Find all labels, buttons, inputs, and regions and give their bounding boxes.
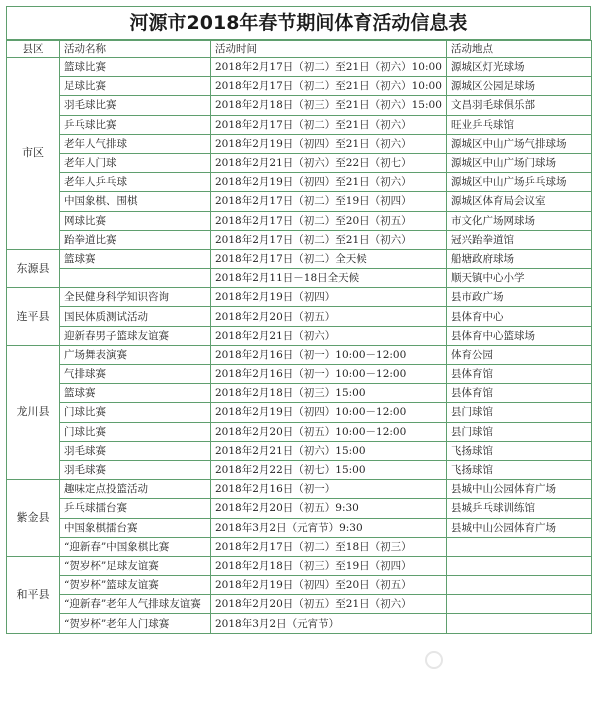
county-cell: 市区 [7, 58, 60, 250]
activity-cell: 跆拳道比赛 [60, 230, 211, 249]
activity-cell: 迎新春男子篮球友谊赛 [60, 326, 211, 345]
header-location: 活动地点 [447, 41, 592, 58]
location-cell: 源城区中山广场乒乓球场 [447, 173, 592, 192]
table-row [7, 403, 592, 422]
header-county: 县区 [7, 41, 60, 58]
location-cell: 源城区灯光球场 [447, 58, 592, 77]
time-cell: 2018年2月16日（初一）10:00－12:00 [211, 345, 447, 364]
table-row [7, 480, 592, 499]
table-row [7, 269, 592, 288]
location-cell [447, 614, 592, 633]
activity-cell: 羽毛球赛 [60, 460, 211, 479]
activity-info-sheet [6, 6, 591, 634]
time-cell: 2018年2月16日（初一） [211, 480, 447, 499]
table-row [7, 58, 592, 77]
watermark [425, 648, 585, 672]
time-cell: 2018年2月19日（初四）10:00－12:00 [211, 403, 447, 422]
location-cell: 顺天镇中心小学 [447, 269, 592, 288]
activity-cell: 广场舞表演赛 [60, 345, 211, 364]
time-cell: 2018年2月20日（初五）9:30 [211, 499, 447, 518]
activity-cell: “贺岁杯”老年人门球赛 [60, 614, 211, 633]
table-row [7, 307, 592, 326]
activity-cell: 老年人气排球 [60, 134, 211, 153]
location-cell: 县门球馆 [447, 403, 592, 422]
activity-cell: 足球比赛 [60, 77, 211, 96]
time-cell: 2018年2月17日（初二）至21日（初六） [211, 115, 447, 134]
location-cell: 县城中山公园体育广场 [447, 518, 592, 537]
table-row [7, 595, 592, 614]
activity-cell: “贺岁杯”足球友谊赛 [60, 556, 211, 575]
activity-cell: “贺岁杯”篮球友谊赛 [60, 576, 211, 595]
location-cell: 县门球馆 [447, 422, 592, 441]
location-cell: 市文化广场网球场 [447, 211, 592, 230]
table-row [7, 230, 592, 249]
time-cell: 2018年2月17日（初二）至20日（初五） [211, 211, 447, 230]
table-row [7, 576, 592, 595]
location-cell: 县体育馆 [447, 365, 592, 384]
table-row [7, 134, 592, 153]
activity-cell: 门球比赛 [60, 403, 211, 422]
location-cell: 县城乒乓球训练馆 [447, 499, 592, 518]
time-cell: 2018年2月19日（初四）至20日（初五） [211, 576, 447, 595]
time-cell: 2018年2月19日（初四）至21日（初六） [211, 134, 447, 153]
time-cell: 2018年2月17日（初二）至18日（初三） [211, 537, 447, 556]
activity-cell: 中国象棋、围棋 [60, 192, 211, 211]
time-cell: 2018年2月20日（初五） [211, 307, 447, 326]
activity-cell: 中国象棋擂台赛 [60, 518, 211, 537]
time-cell: 2018年3月2日（元宵节） [211, 614, 447, 633]
county-cell: 龙川县 [7, 345, 60, 479]
table-row [7, 77, 592, 96]
location-cell [447, 556, 592, 575]
time-cell: 2018年2月22日（初七）15:00 [211, 460, 447, 479]
time-cell: 2018年2月21日（初六）至22日（初七） [211, 153, 447, 172]
table-row [7, 537, 592, 556]
header-activity: 活动名称 [60, 41, 211, 58]
location-cell: 冠兴跆拳道馆 [447, 230, 592, 249]
time-cell: 2018年2月18日（初三）至19日（初四） [211, 556, 447, 575]
activity-cell: 门球比赛 [60, 422, 211, 441]
table-row [7, 153, 592, 172]
activity-cell: 篮球赛 [60, 384, 211, 403]
time-cell: 2018年2月17日（初二）至21日（初六）10:00 [211, 58, 447, 77]
table-body [7, 58, 592, 634]
location-cell: 文昌羽毛球俱乐部 [447, 96, 592, 115]
time-cell: 2018年2月21日（初六）15:00 [211, 441, 447, 460]
time-cell: 2018年2月17日（初二）至21日（初六）10:00 [211, 77, 447, 96]
table-row [7, 173, 592, 192]
location-cell [447, 595, 592, 614]
location-cell: 飞扬球馆 [447, 441, 592, 460]
table-row [7, 556, 592, 575]
table-row [7, 326, 592, 345]
table-row [7, 365, 592, 384]
location-cell: 县体育中心 [447, 307, 592, 326]
activity-cell: 篮球比赛 [60, 58, 211, 77]
location-cell: 县市政广场 [447, 288, 592, 307]
table-row [7, 345, 592, 364]
county-cell: 东源县 [7, 249, 60, 287]
activity-cell: 趣味定点投篮活动 [60, 480, 211, 499]
watermark-logo-icon [425, 651, 443, 669]
table-row [7, 96, 592, 115]
time-cell: 2018年2月16日（初一）10:00－12:00 [211, 365, 447, 384]
table-header-row [7, 41, 592, 58]
location-cell [447, 576, 592, 595]
location-cell: 源城区体育局会议室 [447, 192, 592, 211]
location-cell: 源城区中山广场气排球场 [447, 134, 592, 153]
table-row [7, 518, 592, 537]
table-row [7, 115, 592, 134]
county-cell: 紫金县 [7, 480, 60, 557]
activity-cell [60, 269, 211, 288]
location-cell: 源城区公园足球场 [447, 77, 592, 96]
time-cell: 2018年2月17日（初二）至19日（初四） [211, 192, 447, 211]
activity-cell: 篮球赛 [60, 249, 211, 268]
location-cell: 船塘政府球场 [447, 249, 592, 268]
activity-cell: 羽毛球赛 [60, 441, 211, 460]
table-row [7, 192, 592, 211]
table-row [7, 460, 592, 479]
table-row [7, 614, 592, 633]
activity-cell: 网球比赛 [60, 211, 211, 230]
time-cell: 2018年2月20日（初五）10:00－12:00 [211, 422, 447, 441]
activity-table [6, 40, 592, 634]
location-cell: 旺业乒乓球馆 [447, 115, 592, 134]
table-row [7, 211, 592, 230]
time-cell: 2018年2月18日（初三）15:00 [211, 384, 447, 403]
activity-cell: “迎新春”老年人气排球友谊赛 [60, 595, 211, 614]
table-row [7, 441, 592, 460]
time-cell: 2018年2月19日（初四） [211, 288, 447, 307]
table-row [7, 249, 592, 268]
header-time: 活动时间 [211, 41, 447, 58]
time-cell: 2018年2月17日（初二）至21日（初六） [211, 230, 447, 249]
time-cell: 2018年3月2日（元宵节）9:30 [211, 518, 447, 537]
time-cell: 2018年2月20日（初五）至21日（初六） [211, 595, 447, 614]
location-cell [447, 537, 592, 556]
location-cell: 源城区中山广场门球场 [447, 153, 592, 172]
activity-cell: 乒乓球擂台赛 [60, 499, 211, 518]
time-cell: 2018年2月21日（初六） [211, 326, 447, 345]
table-title: 河源市2018年春节期间体育活动信息表 [6, 6, 591, 40]
activity-cell: 羽毛球比赛 [60, 96, 211, 115]
county-cell: 连平县 [7, 288, 60, 346]
location-cell: 县体育馆 [447, 384, 592, 403]
location-cell: 县体育中心篮球场 [447, 326, 592, 345]
table-row [7, 499, 592, 518]
location-cell: 县城中山公园体育广场 [447, 480, 592, 499]
activity-cell: 老年人门球 [60, 153, 211, 172]
activity-cell: “迎新春”中国象棋比赛 [60, 537, 211, 556]
time-cell: 2018年2月19日（初四）至21日（初六） [211, 173, 447, 192]
activity-cell: 老年人乒乓球 [60, 173, 211, 192]
table-row [7, 288, 592, 307]
location-cell: 飞扬球馆 [447, 460, 592, 479]
activity-cell: 全民健身科学知识咨询 [60, 288, 211, 307]
time-cell: 2018年2月17日（初二）全天候 [211, 249, 447, 268]
activity-cell: 气排球赛 [60, 365, 211, 384]
activity-cell: 乒乓球比赛 [60, 115, 211, 134]
time-cell: 2018年2月11日－18日全天候 [211, 269, 447, 288]
table-row [7, 422, 592, 441]
county-cell: 和平县 [7, 556, 60, 633]
table-row [7, 384, 592, 403]
activity-cell: 国民体质测试活动 [60, 307, 211, 326]
location-cell: 体育公园 [447, 345, 592, 364]
time-cell: 2018年2月18日（初三）至21日（初六）15:00 [211, 96, 447, 115]
